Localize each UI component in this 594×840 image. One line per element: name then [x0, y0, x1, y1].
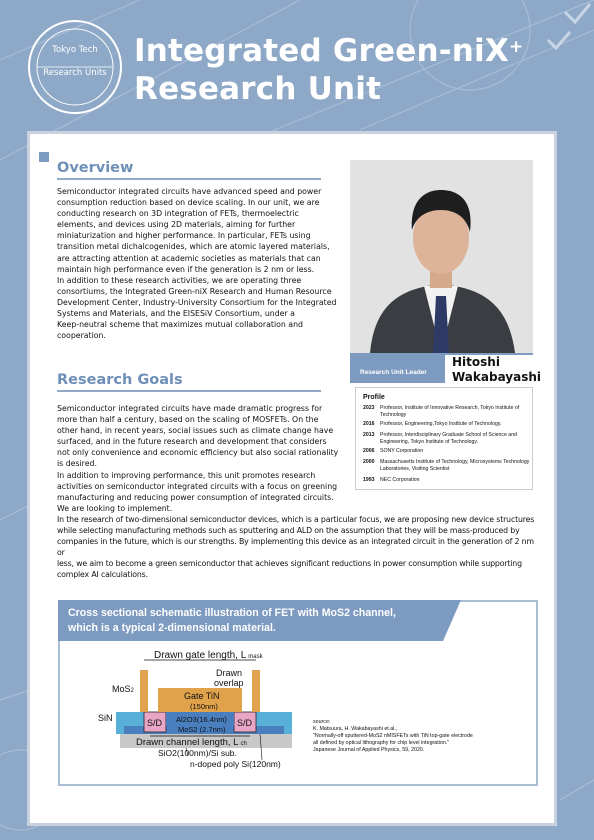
overview-text	[57, 186, 337, 341]
channel-length-label: Drawn channel length, L ch	[136, 737, 247, 748]
goals-wide-line: complex AI calculations.	[57, 570, 148, 580]
source-line: all defined by optical lithography for chip level integration."	[313, 740, 450, 746]
profile-title: Profile	[363, 394, 385, 401]
goals-heading: Research Goals	[57, 372, 183, 388]
profile-text: NEC Corporation	[380, 477, 420, 483]
source-line: source:	[313, 719, 331, 725]
profile-year: 2000	[363, 459, 375, 465]
sin-label: SiN	[98, 713, 113, 723]
figure-title-line-2: which is a typical 2-dimensional material.	[68, 622, 276, 634]
leader-role: Research Unit Leader	[360, 369, 427, 376]
source-line: Japanese Journal of Applied Physics, 59, 2020.	[313, 747, 425, 753]
mos2-left-label: MoS2	[112, 684, 134, 694]
goals-text	[57, 403, 342, 514]
overlap-label: overlap	[214, 678, 244, 688]
gate-tin-thickness: (150nm)	[190, 702, 218, 711]
goals-line: manufacturing and reducing power consumption of integrated circuits.	[57, 492, 334, 502]
profile-year: 2013	[363, 432, 375, 438]
mos2-post-right	[252, 670, 260, 712]
page-title	[134, 32, 523, 108]
profile-text: Professor, Engineering,Tokyo Institute of Technology.	[380, 421, 502, 427]
overview-line: In addition to these research activities, we are operating three	[57, 275, 302, 285]
goals-wide-line: companies in the future, which is our strengths. By implementing this device as an integrated circuit in the generation of 2 nm or	[57, 537, 534, 558]
leader-last-name: Wakabayashi	[452, 370, 542, 384]
overview-line: cooperation.	[57, 331, 106, 341]
overview-line: Development Center, Industry-University Consortium for the Integrated	[57, 297, 337, 307]
goals-line: is desired.	[57, 459, 97, 469]
overview-line: maintain high performance even if the generation is 2 nm or less.	[57, 264, 315, 274]
goals-wide-line: less, we aim to become a green semiconductor that achieves significant reductions in power consumption while supporting	[57, 559, 522, 569]
title-line-1: Integrated Green-niX	[134, 33, 509, 69]
goals-line: We are looking to implement.	[57, 503, 173, 513]
goals-line: activities on semiconductor integrated circuits with a focus on greening	[57, 481, 338, 491]
overview-rule	[57, 178, 321, 180]
source-line: "Normally-off sputtered-MoS2 nMISFETs with TiN top-gate electrode	[313, 733, 473, 739]
logo-text	[26, 44, 124, 80]
section-marker	[39, 152, 49, 162]
mos2-post-left	[140, 670, 148, 712]
profile-year: 1993	[363, 477, 375, 483]
overview-line: are attracting attention at academic societies as materials that can	[57, 253, 321, 263]
overview-line: transition metal dichalcogenides, which are atomic layered materials,	[57, 242, 330, 252]
overview-line: Semiconductor integrated circuits have advanced speed and power	[57, 187, 322, 196]
goals-wide-line: while selecting manufacturing methods such as sputtering and ALD on the assumption that they will be mass-produced by	[57, 526, 520, 536]
al2o3-label: Al2O3(16.4nm)	[176, 715, 227, 724]
sd-left-label: S/D	[147, 718, 163, 728]
profile-year: 2016	[363, 421, 375, 427]
sd-right-label: S/D	[237, 718, 253, 728]
profile-text: Professor, Interdisciplinary Graduate School of Science and Engineering, Tokyo Institute of Technology.	[380, 432, 517, 445]
goals-wide-text	[57, 514, 535, 581]
gate-length-label: Drawn gate length, L mask	[154, 650, 263, 661]
title-line-2: Research Unit	[134, 71, 382, 107]
profile-text: Professor, Institute of Innovative Research, Tokyo Institute of Technology	[380, 405, 520, 418]
goals-line: Semiconductor integrated circuits have made dramatic progress for	[57, 404, 323, 413]
leader-first-name: Hitoshi	[452, 355, 500, 369]
fet-cross-section-diagram	[80, 646, 310, 771]
logo-line-1: Tokyo Tech	[52, 45, 98, 55]
overview-line: consortiums, the Integrated Green-niX Research and Human Resource	[57, 286, 332, 296]
figure-title	[68, 606, 448, 636]
title-superscript: +	[509, 37, 524, 57]
figure-title-line-1: Cross sectional schematic illustration of FET with MoS2 channel,	[68, 607, 396, 619]
overview-line: consumption reduction based on device scaling. In our unit, we are	[57, 198, 320, 208]
goals-line: other hand, in recent years, social issues such as climate change have	[57, 426, 334, 436]
goals-wide-line: In the research of two-dimensional semiconductor devices, which is a particular focus, we are proposing new device structures	[57, 515, 535, 524]
profile-year: 2023	[363, 405, 375, 411]
logo-line-2: Research Units	[43, 68, 107, 78]
overview-line: miniaturization and higher performance. In particular, FETs using	[57, 231, 311, 241]
gate-tin-label: Gate TiN	[184, 691, 220, 701]
overview-line: elements, and devices using 2D materials, aiming for further	[57, 220, 296, 230]
goals-line: surfaced, and in the future research and development that considers	[57, 437, 327, 447]
leader-portrait	[350, 160, 533, 353]
sio2-label: SiO2(100nm)/Si sub.	[158, 748, 237, 758]
overview-line: Systems and Materials, and the EISESiV Consortium, under a	[57, 309, 295, 319]
poly-si-label: n-doped poly Si(120nm)	[190, 759, 281, 769]
profile-year: 2006	[363, 448, 375, 454]
overview-line: conducting research on 3D integration of FETs, thermoelectric	[57, 209, 299, 219]
overview-heading: Overview	[57, 160, 134, 176]
figure-source	[313, 719, 523, 754]
source-line: K. Matsuura, H. Wakabayashi et.al.,	[313, 726, 398, 732]
goals-line: more than half a century, based on the scaling of MOSFETs. On the	[57, 415, 319, 425]
mos2-mid-label: MoS2 (2.7nm)	[178, 725, 226, 734]
profile-text: SONY Corporation	[380, 448, 424, 454]
overview-line: Keep-neutral scheme that maximizes mutual collaboration and	[57, 320, 303, 330]
goals-rule	[57, 390, 321, 392]
drawn-label: Drawn	[216, 668, 243, 678]
goals-line: In addition to improving performance, this unit promotes research	[57, 470, 316, 480]
profile-text: Massachusetts Institute of Technology, Microsystems Technology Laboratories, Visiting Scientist	[380, 459, 530, 472]
goals-line: not only convenience and economic efficiency but also social rationality	[57, 448, 339, 458]
